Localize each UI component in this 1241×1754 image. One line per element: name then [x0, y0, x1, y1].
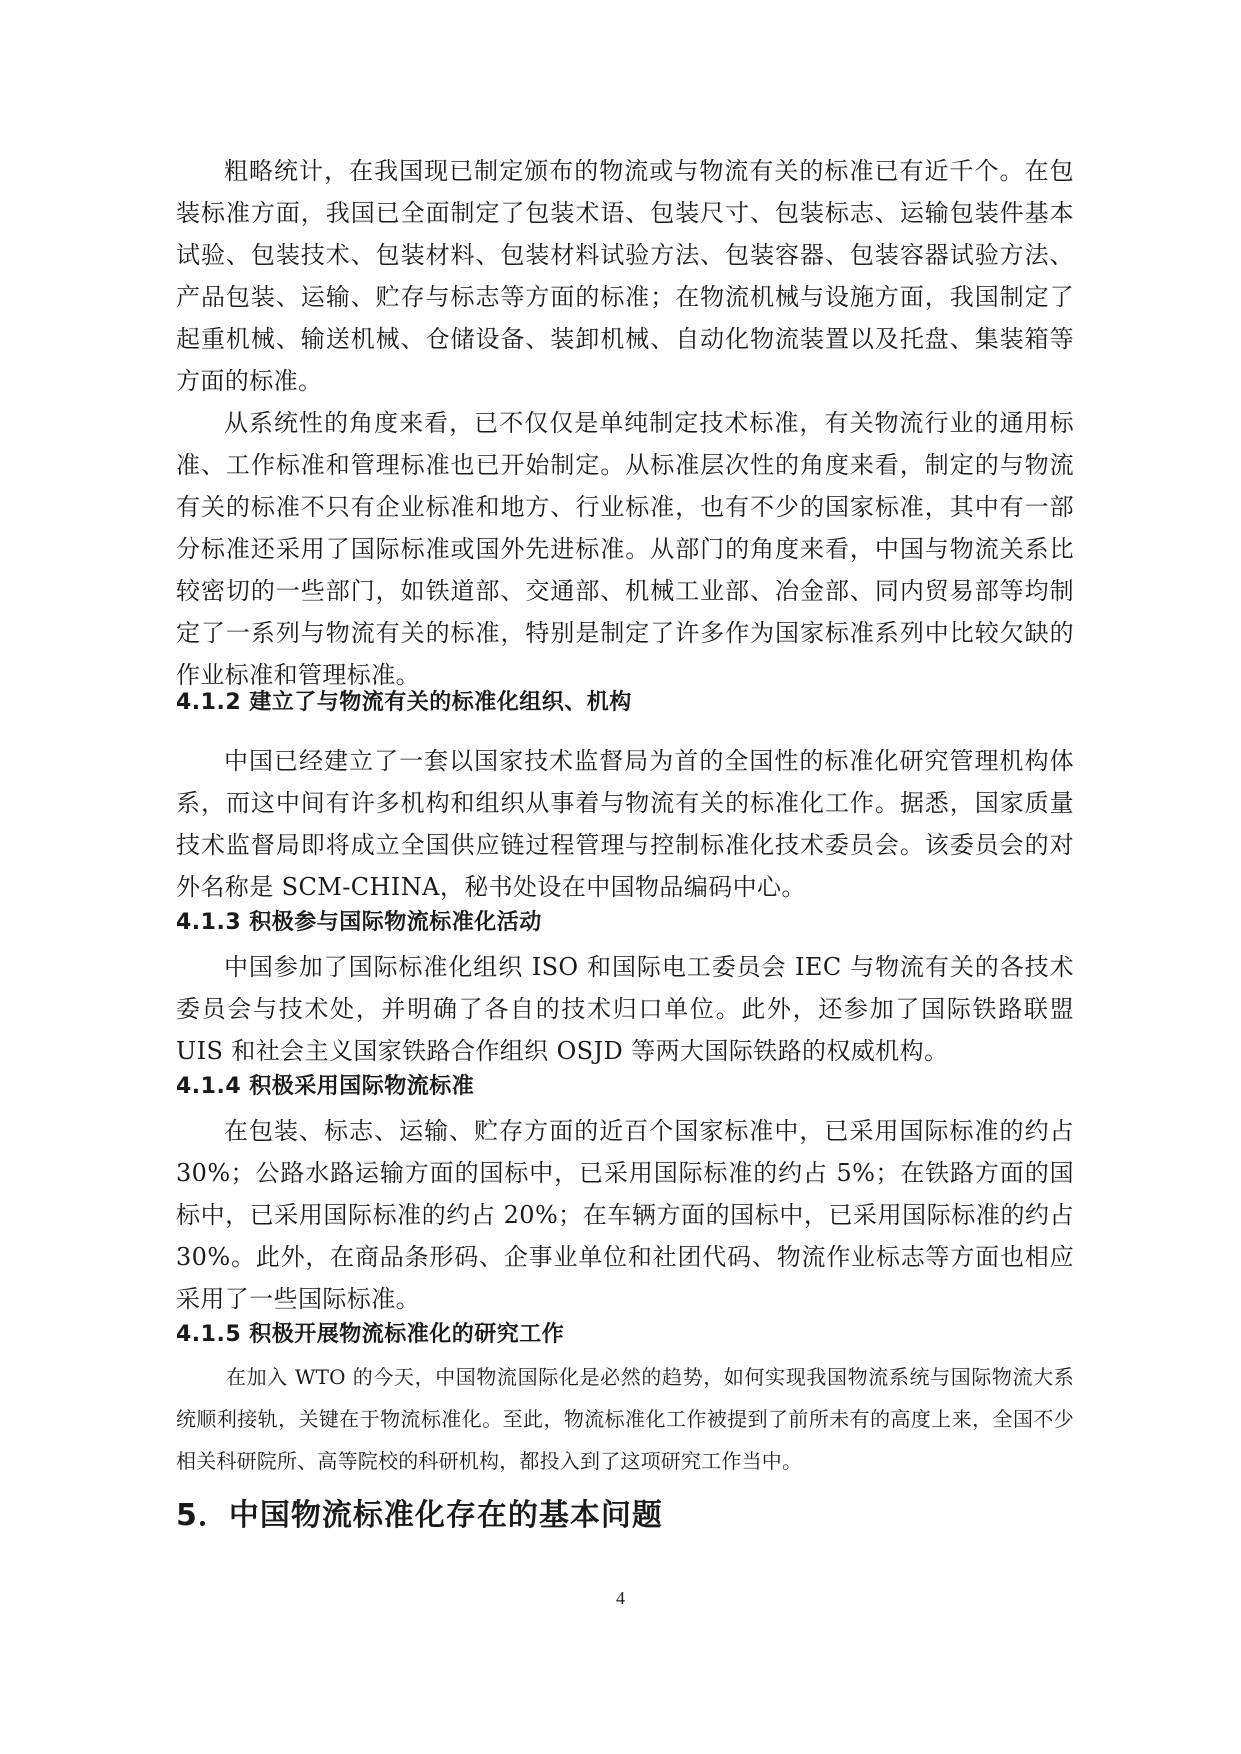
page-number: 4 — [616, 1588, 625, 1608]
paragraph-research-work: 在加入 WTO 的今天，中国物流国际化是必然的趋势，如何实现我国物流系统与国际物流大系统顺利接轨，关键在于物流标准化。至此，物流标准化工作被提到了前所未有的高度上来，全国不少相关科研院所、高等院校的科研机构，都投入到了这项研究工作当中。 — [176, 1365, 1074, 1473]
paragraph-organizations: 中国已经建立了一套以国家技术监督局为首的全国性的标准化研究管理机构体系，而这中间有许多机构和组织从事着与物流有关的标准化工作。据悉，国家质量技术监督局即将成立全国供应链过程管理与控制标准化技术委员会。该委员会的对外名称是 SCM-CHINA，秘书处设在中国物品编码中心。 — [176, 747, 1074, 901]
document-body — [176, 150, 1074, 1536]
section-heading-4-1-2: 4.1.2 建立了与物流有关的标准化组织、机构 — [176, 690, 632, 715]
section-heading-4-1-4: 4.1.4 积极采用国际物流标准 — [176, 1074, 475, 1099]
paragraph-standards-count: 粗略统计，在我国现已制定颁布的物流或与物流有关的标准已有近千个。在包装标准方面，我国已全面制定了包装术语、包装尺寸、包装标志、运输包装件基本试验、包装技术、包装材料、包装材料试验方法、包装容器、包装容器试验方法、产品包装、运输、贮存与标志等方面的标准；在物流机械与设施方面，我国制定了起重机械、输送机械、仓储设备、装卸机械、自动化物流装置以及托盘、集装箱等方面的标准。 — [176, 157, 1074, 395]
section-heading-5: 5．中国物流标准化存在的基本问题 — [176, 1498, 663, 1533]
paragraph-adoption-rates: 在包装、标志、运输、贮存方面的近百个国家标准中，已采用国际标准的约占 30%；公路水路运输方面的国标中，已采用国际标准的约占 5%；在铁路方面的国标中，已采用国际标准的约占 20%；在车辆方面的国标中，已采用国际标准的约占 30%。此外，在商品条形码、企事业单位和社团代码、物流作业标志等方面也相应采用了一些国际标准。 — [176, 1117, 1074, 1313]
section-heading-4-1-3: 4.1.3 积极参与国际物流标准化活动 — [176, 910, 542, 935]
paragraph-international-participation: 中国参加了国际标准化组织 ISO 和国际电工委员会 IEC 与物流有关的各技术委员会与技术处，并明确了各自的技术归口单位。此外，还参加了国际铁路联盟 UIS 和社会主义国家铁路合作组织 OSJD 等两大国际铁路的权威机构。 — [176, 953, 1074, 1065]
section-heading-4-1-5: 4.1.5 积极开展物流标准化的研究工作 — [176, 1322, 565, 1347]
paragraph-systematic-view: 从系统性的角度来看，已不仅仅是单纯制定技术标准，有关物流行业的通用标准、工作标准和管理标准也已开始制定。从标准层次性的角度来看，制定的与物流有关的标准不只有企业标准和地方、行业标准，也有不少的国家标准，其中有一部分标准还采用了国际标准或国外先进标准。从部门的角度来看，中国与物流关系比较密切的一些部门，如铁道部、交通部、机械工业部、冶金部、同内贸易部等均制定了一系列与物流有关的标准，特别是制定了许多作为国家标准系列中比较欠缺的作业标准和管理标准。 — [176, 409, 1074, 689]
